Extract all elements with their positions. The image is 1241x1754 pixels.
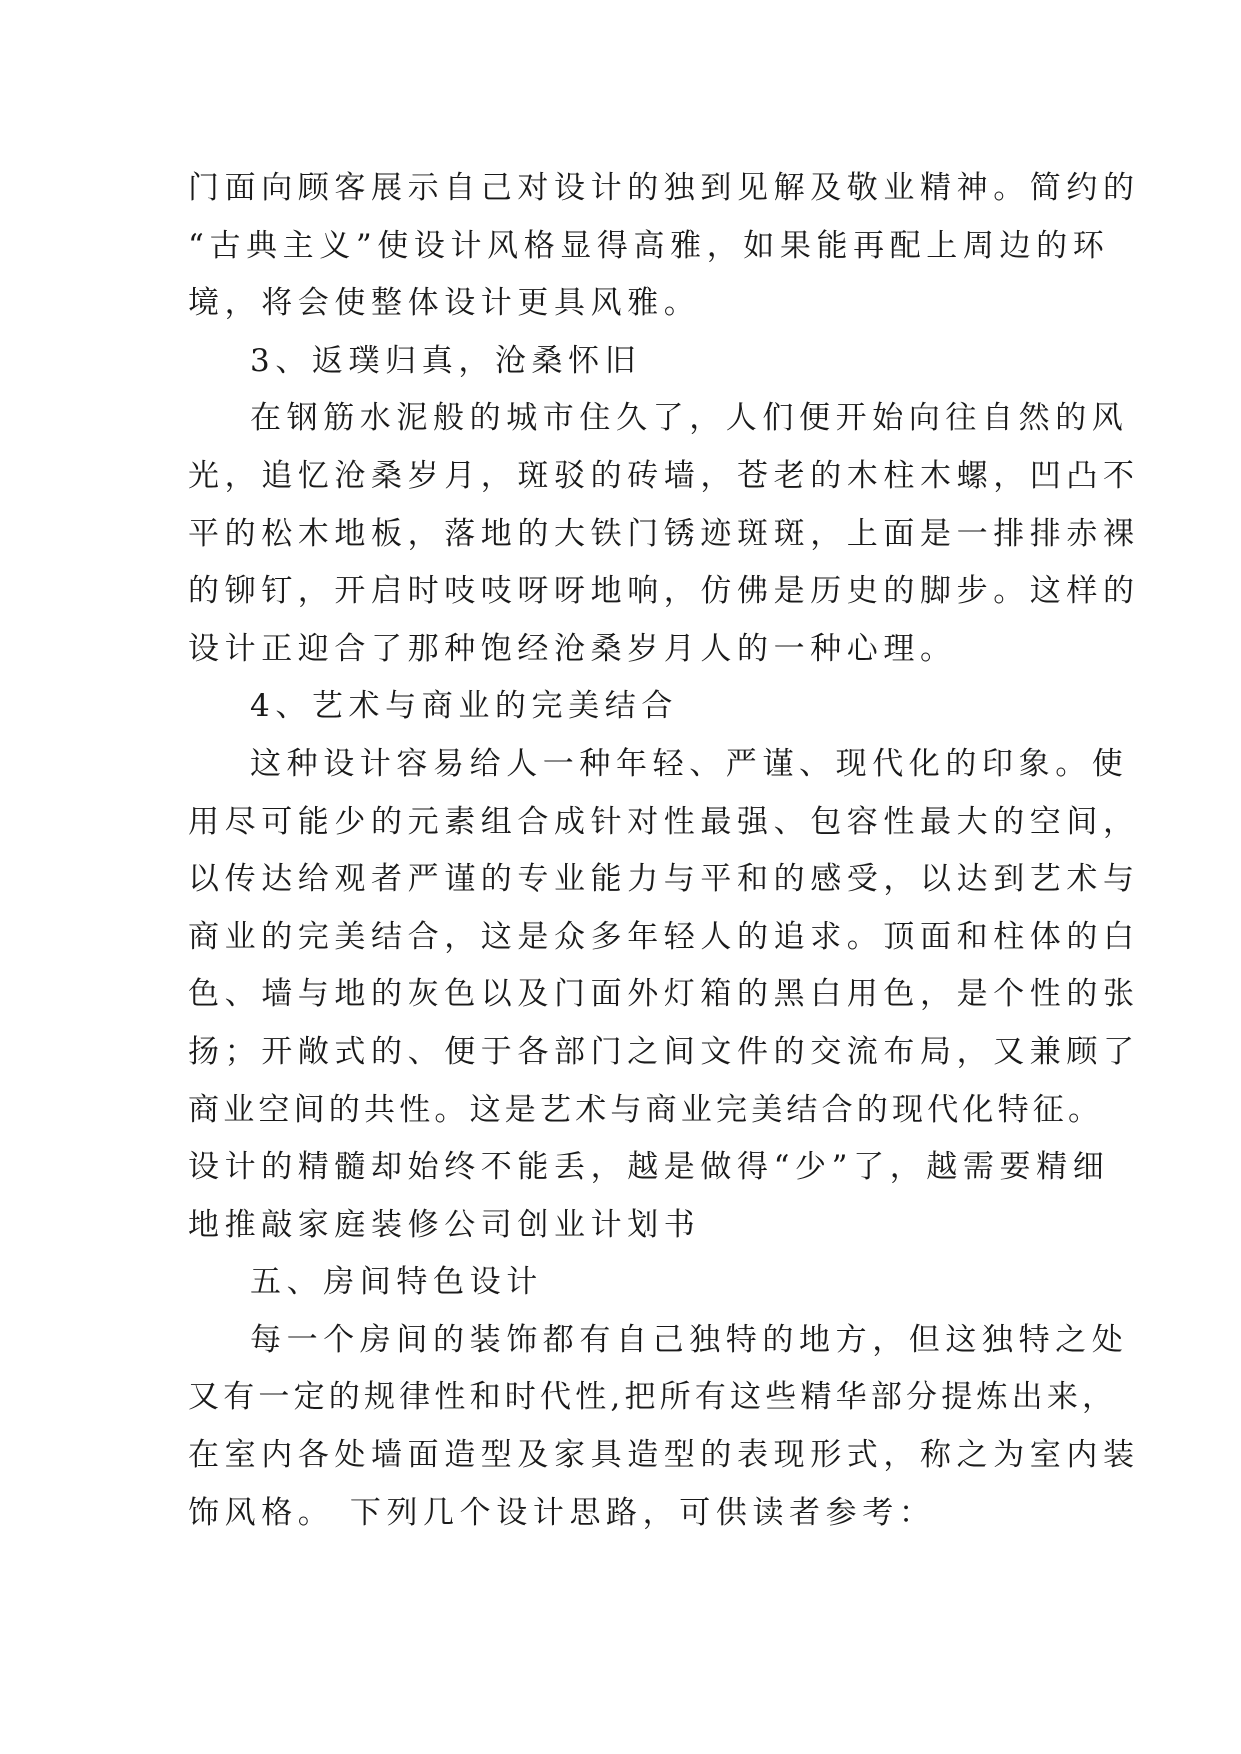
- body-text: [188, 160, 1140, 1542]
- paragraph-line: 又有一定的规律性和时代性,把所有这些精华部分提炼出来，: [188, 1379, 1118, 1416]
- paragraph-line: 色、墙与地的灰色以及门面外灯箱的黑白用色，是个性的张: [188, 976, 1140, 1013]
- paragraph-line: “古典主义”使设计风格显得高雅，如果能再配上周边的环: [188, 227, 1110, 264]
- paragraph-line: 设计的精髓却始终不能丢，越是做得“少”了，越需要精细: [188, 1149, 1110, 1186]
- paragraph-line: 以传达给观者严谨的专业能力与平和的感受，以达到艺术与: [188, 861, 1140, 898]
- paragraph-line: 门面向顾客展示自己对设计的独到见解及敬业精神。简约的: [188, 170, 1140, 206]
- paragraph-line: 商业空间的共性。这是艺术与商业完美结合的现代化特征。: [188, 1091, 1104, 1128]
- section-heading: 五、房间特色设计: [250, 1264, 543, 1301]
- paragraph-line: 在室内各处墙面造型及家具造型的表现形式，称之为室内装: [188, 1437, 1140, 1474]
- paragraph-line: 境，将会使整体设计更具风雅。: [188, 285, 701, 322]
- paragraph-line: 地推敲家庭装修公司创业计划书: [188, 1206, 701, 1243]
- section-heading: 4、艺术与商业的完美结合: [250, 688, 678, 725]
- paragraph-line: 设计正迎合了那种饱经沧桑岁月人的一种心理。: [188, 630, 957, 667]
- paragraph-line: 饰风格。 下列几个设计思路，可供读者参考：: [188, 1494, 936, 1531]
- section-heading: 3、返璞归真，沧桑怀旧: [250, 342, 642, 379]
- paragraph-line: 光，追忆沧桑岁月，斑驳的砖墙，苍老的木柱木螺，凹凸不: [188, 457, 1140, 494]
- paragraph-line: 的铆钉，开启时吱吱呀呀地响，仿佛是历史的脚步。这样的: [188, 573, 1140, 610]
- paragraph-line: 扬；开敞式的、便于各部门之间文件的交流布局，又兼顾了: [188, 1033, 1140, 1070]
- paragraph-line: 商业的完美结合，这是众多年轻人的追求。顶面和柱体的白: [188, 918, 1140, 955]
- paragraph-line: 每一个房间的装饰都有自己独特的地方，但这独特之处: [250, 1321, 1129, 1358]
- paragraph-line: 用尽可能少的元素组合成针对性最强、包容性最大的空间，: [188, 803, 1140, 840]
- paragraph-line: 这种设计容易给人一种年轻、严谨、现代化的印象。使: [250, 745, 1129, 782]
- paragraph-line: 平的松木地板，落地的大铁门锈迹斑斑，上面是一排排赤裸: [188, 515, 1140, 552]
- paragraph-line: 在钢筋水泥般的城市住久了，人们便开始向往自然的风: [250, 400, 1129, 437]
